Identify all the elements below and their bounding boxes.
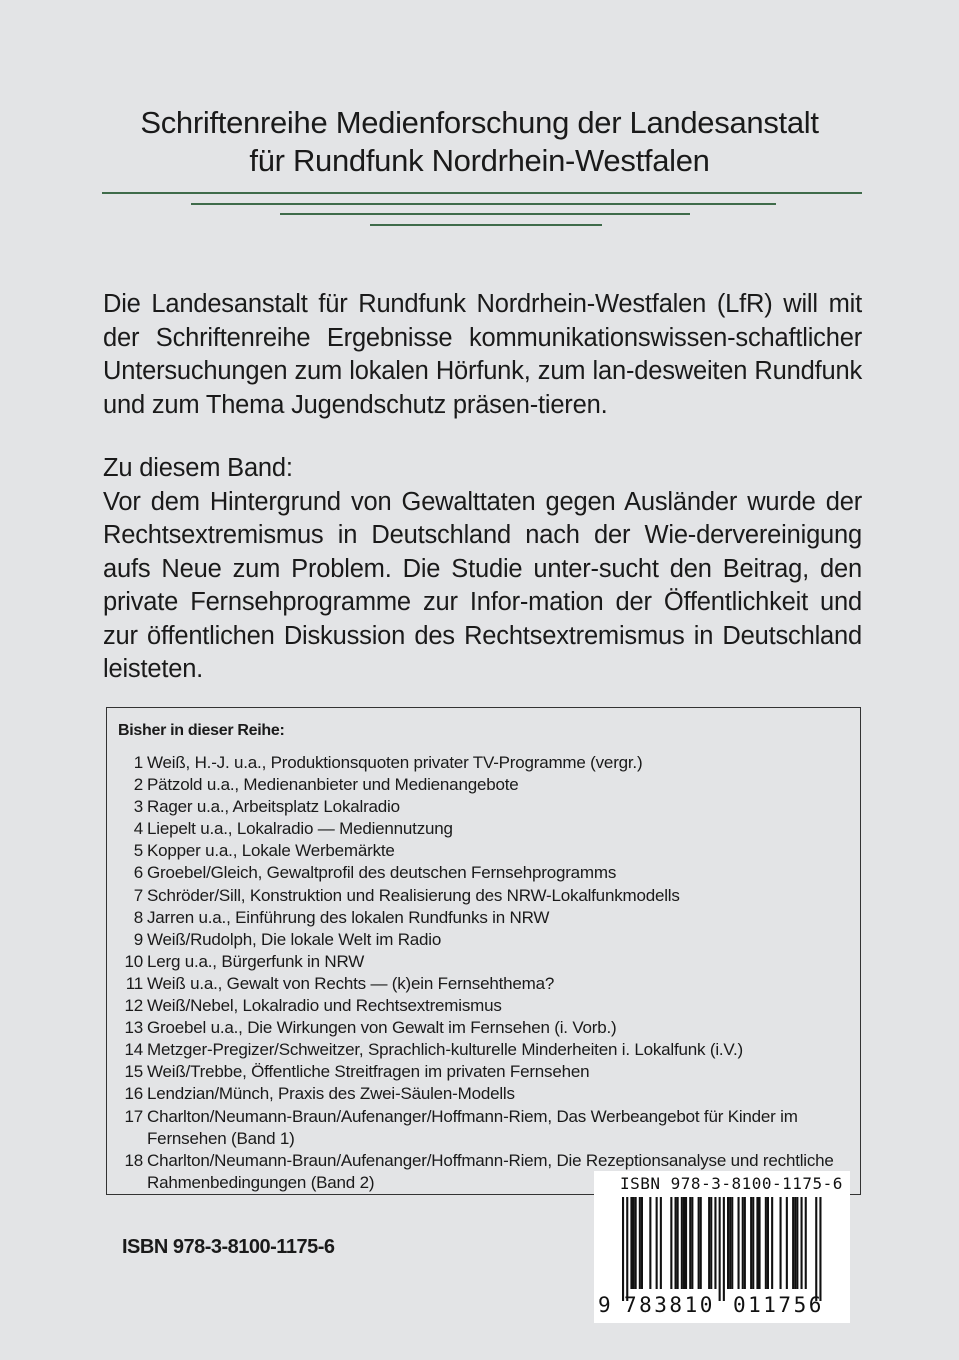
barcode-isbn-text: ISBN 978-3-8100-1175-6 xyxy=(620,1174,843,1193)
series-list-item xyxy=(114,862,849,884)
series-list-item xyxy=(114,973,849,995)
barcode-bar xyxy=(719,1197,721,1301)
barcode-bar xyxy=(796,1197,798,1289)
series-list-item-number: 15 xyxy=(124,1062,143,1082)
barcode-bar xyxy=(700,1197,702,1289)
barcode-bar xyxy=(801,1197,803,1289)
barcode-bar xyxy=(786,1197,788,1289)
series-list-item xyxy=(114,1061,849,1083)
series-list-item-text: Lendzian/Münch, Praxis des Zwei-Säulen-Modells xyxy=(147,1084,515,1104)
series-list-item-number: 9 xyxy=(133,929,143,949)
series-list-item-text: Weiß/Trebbe, Öffentliche Streitfragen im privaten Fernsehen xyxy=(147,1062,590,1082)
barcode-bar xyxy=(630,1197,632,1289)
barcode-bar xyxy=(698,1197,700,1289)
series-list-item-number: 8 xyxy=(133,907,143,927)
barcode-bar xyxy=(727,1197,729,1289)
series-list-item xyxy=(114,929,849,951)
barcode-bar xyxy=(681,1197,683,1289)
series-list-item-text: Pätzold u.a., Medienanbieter und Medienangebote xyxy=(147,775,519,795)
series-list-item-text: Charlton/Neumann-Braun/Aufenanger/Hoffmann-Riem, Das Werbeangebot für Kinder im Fernsehen (Band 1) xyxy=(147,1106,798,1148)
barcode-bar xyxy=(691,1197,693,1289)
barcode-bar xyxy=(677,1197,679,1289)
barcode-bar xyxy=(765,1197,767,1289)
barcode-bar xyxy=(635,1197,637,1289)
series-list-item-number: 18 xyxy=(124,1150,143,1170)
series-list-item xyxy=(114,907,849,929)
barcode-bar xyxy=(710,1197,712,1289)
decorative-rule xyxy=(280,213,690,215)
barcode-digits-left: 783810 xyxy=(624,1293,715,1317)
barcode-bar xyxy=(729,1197,731,1289)
series-list-item-text: Groebel/Gleich, Gewaltprofil des deutschen Fernsehprogramms xyxy=(147,863,617,883)
series-list-item-text: Charlton/Neumann-Braun/Aufenanger/Hoffmann-Riem, Die Rezeptionsanalyse und rechtliche Rahmenbedingungen (Band 2) xyxy=(147,1150,834,1192)
series-list-item-number: 2 xyxy=(133,775,143,795)
barcode-bar xyxy=(626,1197,628,1301)
series-list-item-text: Liepelt u.a., Lokalradio — Mediennutzung xyxy=(147,819,453,839)
barcode-bar xyxy=(744,1197,746,1289)
series-list-heading: Bisher in dieser Reihe: xyxy=(118,722,285,739)
series-list-item-text: Lerg u.a., Bürgerfunk in NRW xyxy=(147,951,365,971)
volume-description-text: Vor dem Hintergrund von Gewalttaten gegen Ausländer wurde der Rechtsextremismus in Deutschland nach der Wie-dervereinigung aufs Neue zum Problem. Die Studie unter-sucht den Beitrag, den private Fernsehprogramme zur Infor-mation der Öffentlichkeit und zur öffentlichen Diskussion des Rechtsextremismus in Deutschland leisteten. xyxy=(103,487,862,683)
series-title-line-1: Schriftenreihe Medienforschung der Landesanstalt xyxy=(140,105,819,140)
barcode-bar xyxy=(742,1197,744,1289)
barcode-bar xyxy=(756,1197,758,1289)
series-list-item xyxy=(114,774,849,796)
barcode-bar xyxy=(752,1197,754,1289)
series-list-item xyxy=(114,840,849,862)
series-title-line-2: für Rundfunk Nordrhein-Westfalen xyxy=(249,143,710,178)
barcode-bar xyxy=(660,1197,662,1289)
series-list-item-number: 14 xyxy=(124,1040,143,1060)
barcode-bar xyxy=(805,1197,807,1289)
barcode-bar xyxy=(689,1197,691,1289)
barcode-bar xyxy=(750,1197,752,1289)
barcode-digit-first: 9 xyxy=(598,1293,611,1317)
series-list-item-number: 1 xyxy=(133,753,143,772)
series-list-item xyxy=(114,995,849,1017)
barcode-bar xyxy=(759,1197,761,1289)
series-list-item-text: Rager u.a., Arbeitsplatz Lokalradio xyxy=(147,797,400,817)
series-list-item xyxy=(114,752,849,774)
barcode-bar xyxy=(780,1197,782,1289)
series-list-item-text: Kopper u.a., Lokale Werbemärkte xyxy=(147,841,395,861)
series-list-item-text: Weiß, H.-J. u.a., Produktionsquoten privater TV-Programme (vergr.) xyxy=(147,753,643,772)
series-list-item xyxy=(114,1039,849,1061)
barcode-bar xyxy=(714,1197,716,1289)
series-list-item xyxy=(114,1106,849,1150)
series-list-item-text: Weiß/Nebel, Lokalradio und Rechtsextremismus xyxy=(147,996,502,1016)
barcode-bar xyxy=(639,1197,641,1289)
barcode-bar xyxy=(683,1197,685,1289)
series-title xyxy=(0,104,959,180)
series-list-item-number: 7 xyxy=(133,885,143,905)
barcode-bar xyxy=(670,1197,672,1289)
barcode-bar xyxy=(794,1197,796,1289)
series-list-item-number: 10 xyxy=(124,951,143,971)
series-list-item xyxy=(114,796,849,818)
barcode-bar xyxy=(815,1197,817,1301)
barcode-bar xyxy=(723,1197,725,1301)
series-list-item-text: Schröder/Sill, Konstruktion und Realisierung des NRW-Lokalfunkmodells xyxy=(147,885,680,905)
series-list-item xyxy=(114,818,849,840)
series-description: Die Landesanstalt für Rundfunk Nordrhein-Westfalen (LfR) will mit der Schriftenreihe Ergebnisse kommunikationswissen-schaftlicher Untersuchungen zum lokalen Hörfunk, zum lan-desweiten Rundfunk und zum Thema Jugendschutz präsen-tieren. xyxy=(103,290,862,419)
series-list-item xyxy=(114,1083,849,1105)
barcode-bar xyxy=(731,1197,733,1289)
barcode-bar xyxy=(767,1197,769,1289)
series-list-item-number: 3 xyxy=(133,797,143,817)
series-list-item-number: 12 xyxy=(124,996,143,1016)
series-list-item-text: Metzger-Pregizer/Schweitzer, Sprachlich-kulturelle Minderheiten i. Lokalfunk (i.V.) xyxy=(147,1040,743,1060)
series-list-item xyxy=(114,885,849,907)
series-list-item-number: 4 xyxy=(133,819,143,839)
barcode-bar xyxy=(649,1197,651,1289)
barcode-bar xyxy=(819,1197,821,1301)
series-list-item-number: 16 xyxy=(124,1084,143,1104)
barcode-bar xyxy=(685,1197,687,1289)
barcode-bar xyxy=(622,1197,624,1301)
series-list-item-number: 17 xyxy=(124,1106,143,1126)
barcode-bar xyxy=(792,1197,794,1289)
series-list-item-number: 13 xyxy=(124,1018,143,1038)
barcode-bar xyxy=(633,1197,635,1289)
series-list-item-text: Weiß u.a., Gewalt von Rechts — (k)ein Fernsehthema? xyxy=(147,973,555,993)
series-list-item-number: 5 xyxy=(133,841,143,861)
series-list-item-number: 6 xyxy=(133,863,143,883)
decorative-rule xyxy=(102,192,862,194)
series-list-item-text: Weiß/Rudolph, Die lokale Welt im Radio xyxy=(147,929,442,949)
barcode-bar xyxy=(738,1197,740,1289)
isbn-label: ISBN 978-3-8100-1175-6 xyxy=(122,1236,335,1258)
volume-description xyxy=(103,452,862,687)
series-list-item xyxy=(114,951,849,973)
decorative-rule xyxy=(191,203,776,205)
series-list xyxy=(114,752,849,1194)
barcode-bar xyxy=(708,1197,710,1289)
series-list-item xyxy=(114,1017,849,1039)
barcode-bar xyxy=(656,1197,658,1289)
series-list-item-text: Groebel u.a., Die Wirkungen von Gewalt im Fernsehen (i. Vorb.) xyxy=(147,1018,617,1038)
series-list-item-number: 11 xyxy=(125,973,143,993)
barcode-bar xyxy=(675,1197,677,1289)
barcode xyxy=(594,1171,850,1323)
barcode-bar xyxy=(641,1197,643,1289)
series-list-item-text: Jarren u.a., Einführung des lokalen Rundfunks in NRW xyxy=(147,907,550,927)
volume-description-heading: Zu diesem Band: xyxy=(103,454,293,482)
decorative-rule xyxy=(370,224,602,226)
barcode-bar xyxy=(771,1197,773,1289)
barcode-digits-right: 011756 xyxy=(733,1293,824,1317)
